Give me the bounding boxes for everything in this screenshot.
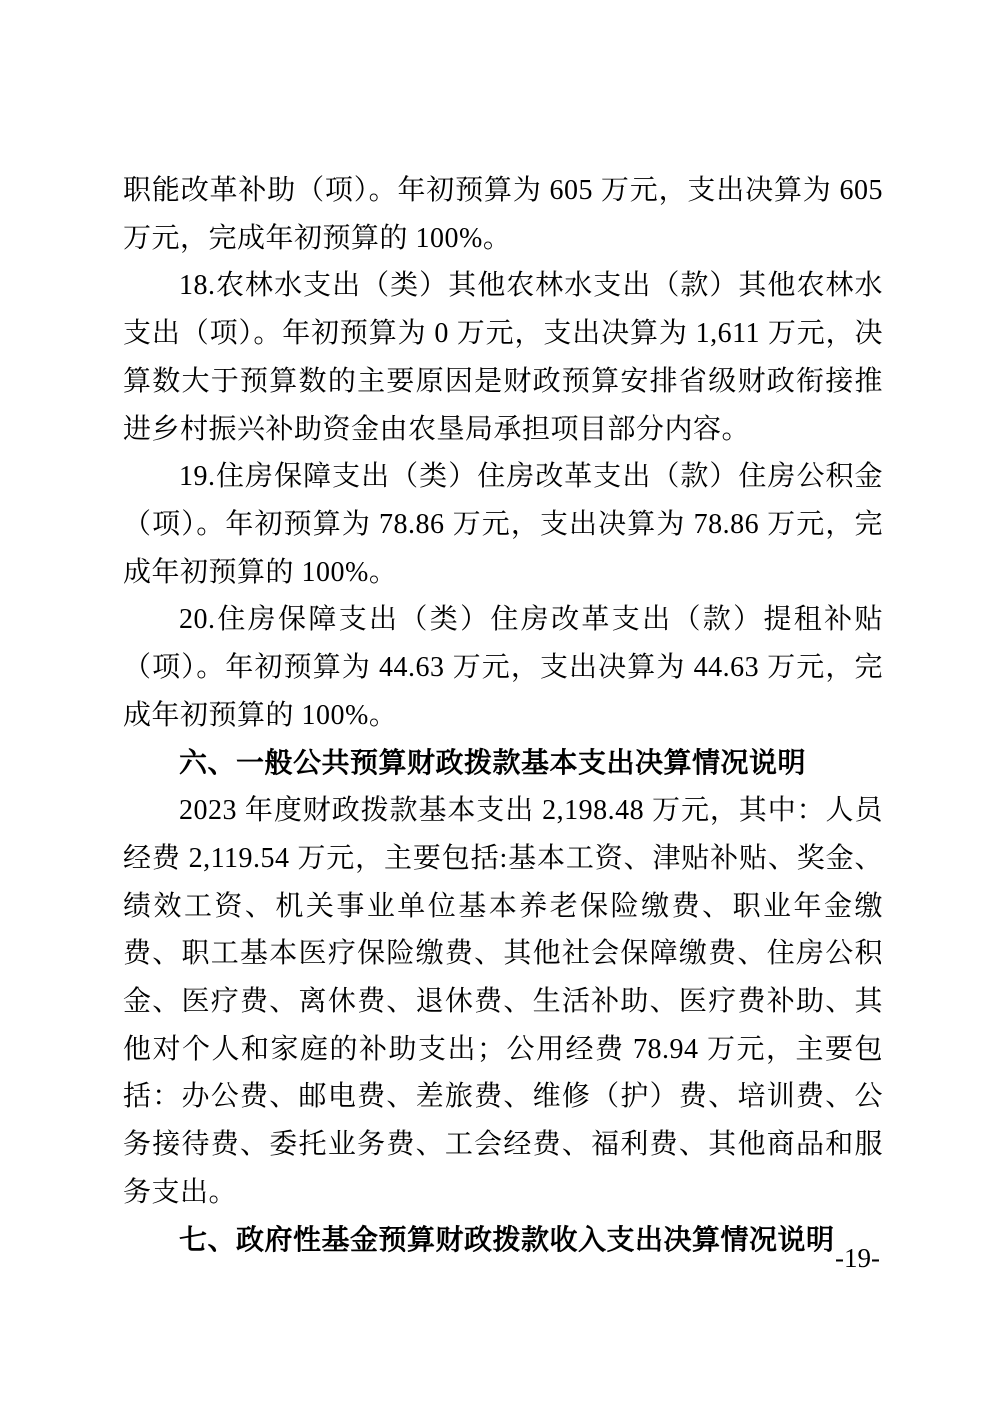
paragraph-item-19: 19.住房保障支出（类）住房改革支出（款）住房公积金（项）。年初预算为 78.86 万元，支出决算为 78.86 万元，完成年初预算的 100%。	[123, 461, 883, 588]
section-heading-7: 七、政府性基金预算财政拨款收入支出决算情况说明	[179, 1224, 835, 1256]
section-heading-6: 六、一般公共预算财政拨款基本支出决算情况说明	[179, 747, 807, 779]
paragraph-continuation: 职能改革补助（项）。年初预算为 605 万元，支出决算为 605 万元，完成年初预算的 100%。	[123, 175, 883, 254]
paragraph-basic-expenditure: 2023 年度财政拨款基本支出 2,198.48 万元，其中：人员经费 2,119.54 万元，主要包括:基本工资、津贴补贴、奖金、绩效工资、机关事业单位基本养老保险缴费、职业年金缴费、职工基本医疗保险缴费、其他社会保障缴费、住房公积金、医疗费、离休费、退休费、生活补助、医疗费补助、其他对个人和家庭的补助支出；公用经费 78.94 万元，主要包括：办公费、邮电费、差旅费、维修（护）费、培训费、公务接待费、委托业务费、工会经费、福利费、其他商品和服务支出。	[123, 795, 883, 1208]
paragraph-item-18: 18.农林水支出（类）其他农林水支出（款）其他农林水支出（项）。年初预算为 0 万元，支出决算为 1,611 万元，决算数大于预算数的主要原因是财政预算安排省级财政衔接推进乡村振兴补助资金由农垦局承担项目部分内容。	[123, 270, 883, 445]
page-number: -19-	[835, 1243, 880, 1273]
paragraph-item-20: 20.住房保障支出（类）住房改革支出（款）提租补贴（项）。年初预算为 44.63 万元，支出决算为 44.63 万元，完成年初预算的 100%。	[123, 604, 883, 731]
document-body	[123, 167, 883, 1264]
